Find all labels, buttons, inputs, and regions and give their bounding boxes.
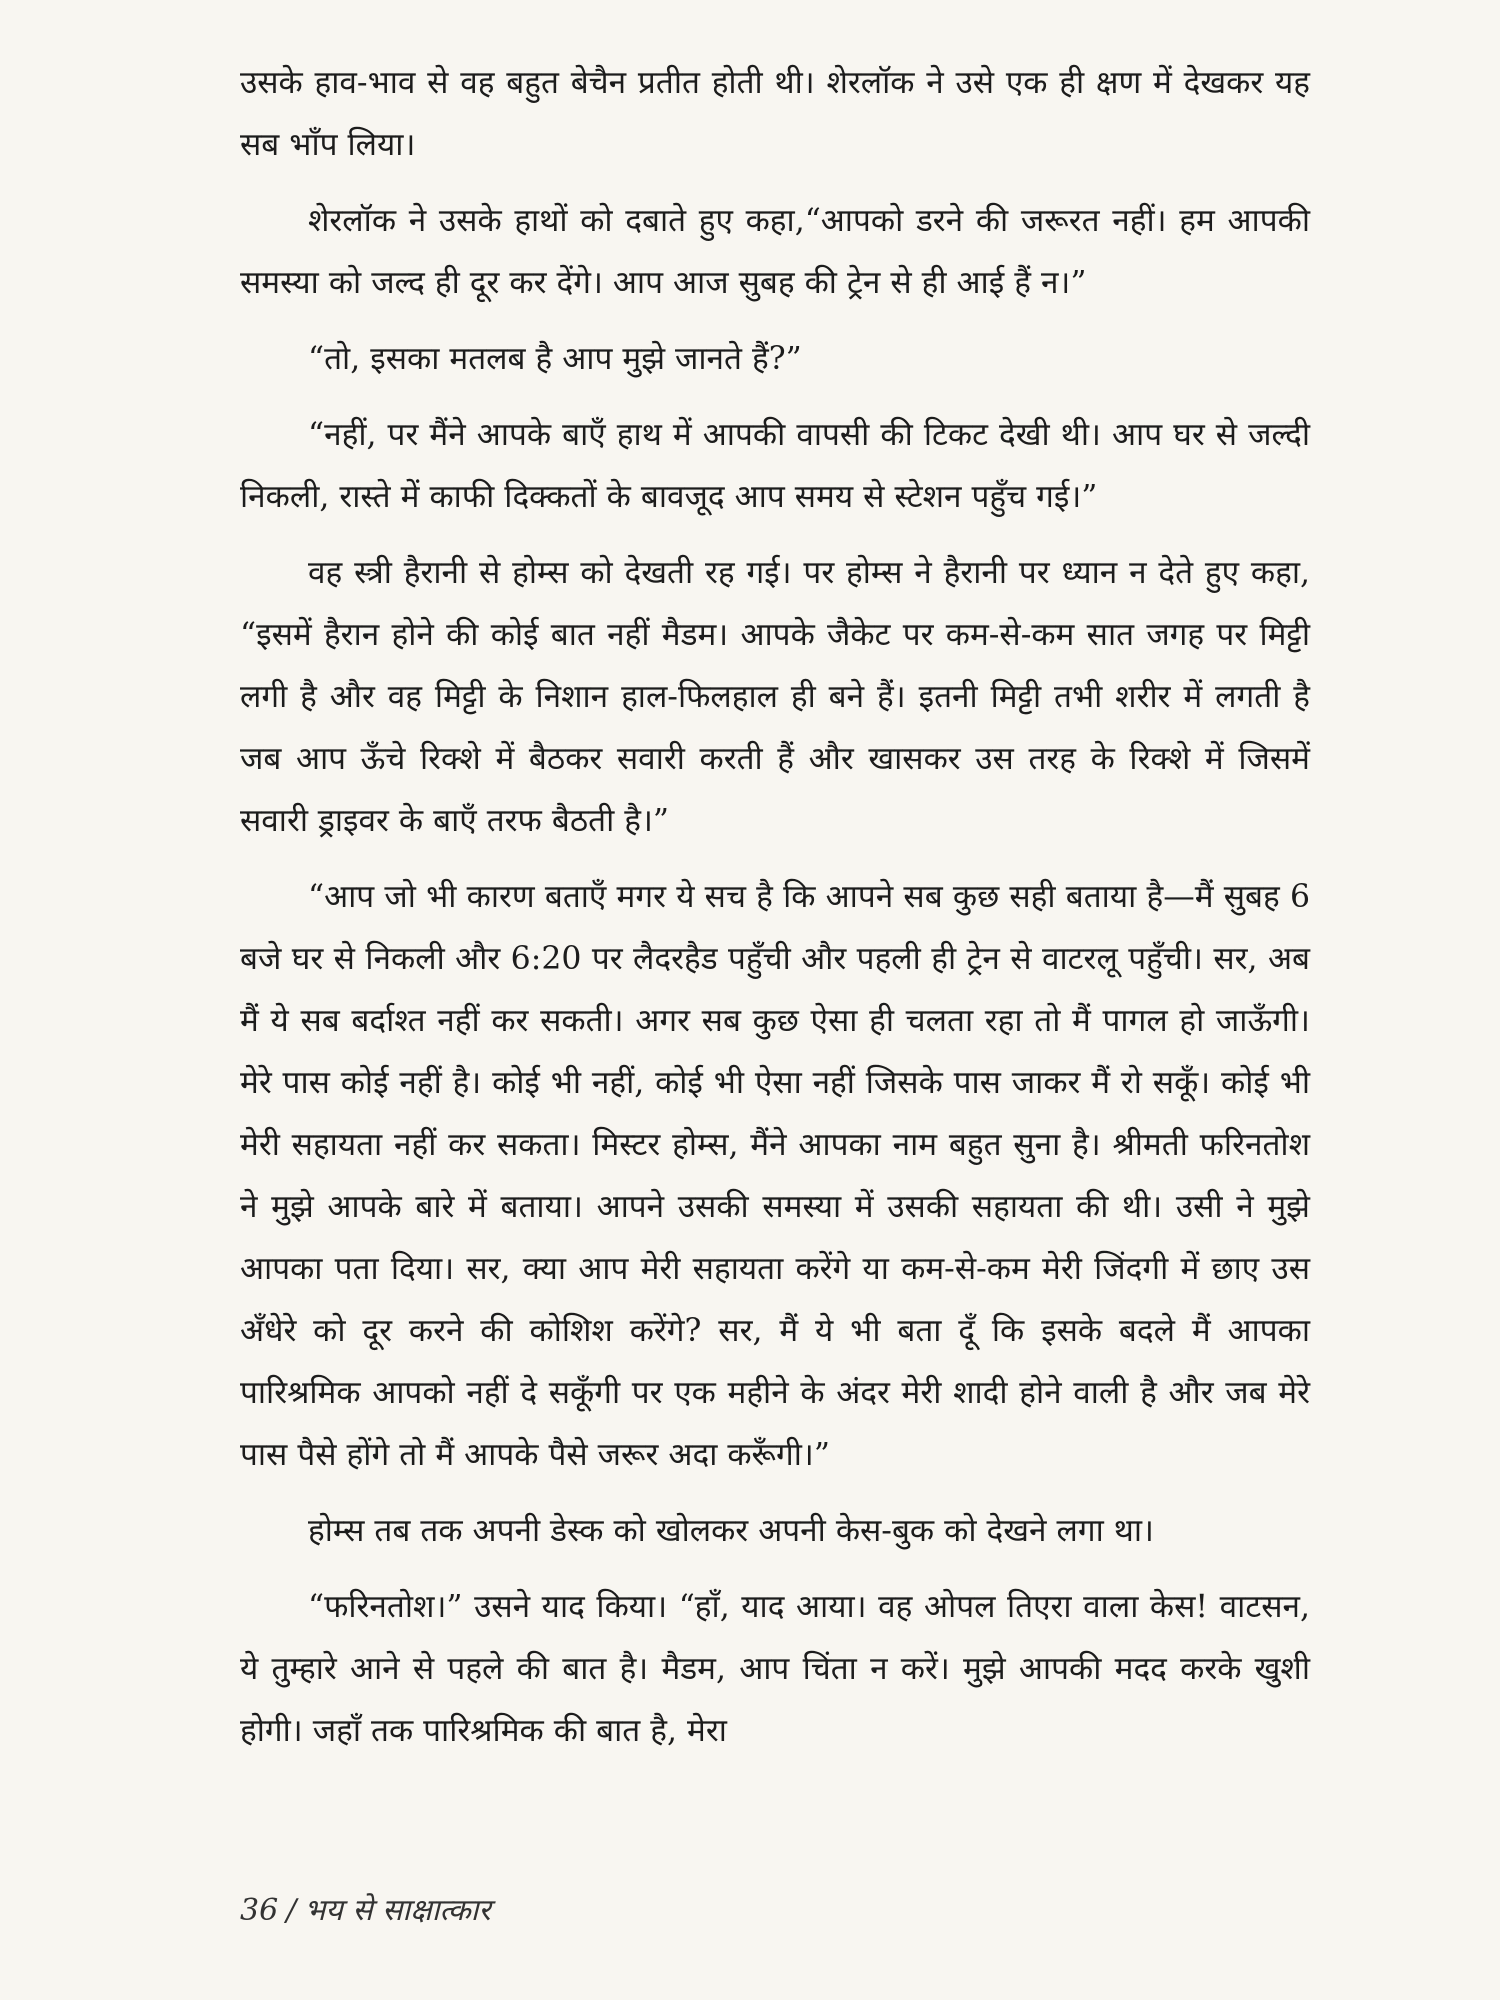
page-number: 36 [240,1893,279,1928]
paragraph: “नहीं, पर मैंने आपके बाएँ हाथ में आपकी वापसी की टिकट देखी थी। आप घर से जल्दी निकली, रास्ते में काफी दिक्कतों के बावजूद आप समय से स्टेशन पहुँच गई।” [240,417,1310,515]
paragraph: वह स्त्री हैरानी से होम्स को देखती रह गई। पर होम्स ने हैरानी पर ध्यान न देते हुए कहा, “इसमें हैरान होने की कोई बात नहीं मैडम। आपके जैकेट पर कम-से-कम सात जगह पर मिट्टी लगी है और वह मिट्टी के निशान हाल-फिलहाल ही बने हैं। इतनी मिट्टी तभी शरीर में लगती है जब आप ऊँचे रिक्शे में बैठकर सवारी करती हैं और खासकर उस तरह के रिक्शे में जिसमें सवारी ड्राइवर के बाएँ तरफ बैठती है।” [240,555,1310,839]
paragraph: उसके हाव-भाव से वह बहुत बेचैन प्रतीत होती थी। शेरलॉक ने उसे एक ही क्षण में देखकर यह सब भाँप लिया। [240,65,1310,163]
page-footer [240,1888,491,1929]
paragraph: “आप जो भी कारण बताएँ मगर ये सच है कि आपने सब कुछ सही बताया है—मैं सुबह 6 बजे घर से निकली और 6:20 पर लैदरहैड पहुँची और पहली ही ट्रेन से वाटरलू पहुँची। सर, अब मैं ये सब बर्दाश्त नहीं कर सकती। अगर सब कुछ ऐसा ही चलता रहा तो मैं पागल हो जाऊँगी। मेरे पास कोई नहीं है। कोई भी नहीं, कोई भी ऐसा नहीं जिसके पास जाकर मैं रो सकूँ। कोई भी मेरी सहायता नहीं कर सकता। मिस्टर होम्स, मैंने आपका नाम बहुत सुना है। श्रीमती फरिनतोश ने मुझे आपके बारे में बताया। आपने उसकी समस्या में उसकी सहायता की थी। उसी ने मुझे आपका पता दिया। सर, क्या आप मेरी सहायता करेंगे या कम-से-कम मेरी जिंदगी में छाए उस अँधेरे को दूर करने की कोशिश करेंगे? सर, मैं ये भी बता दूँ कि इसके बदले मैं आपका पारिश्रमिक आपको नहीं दे सकूँगी पर एक महीने के अंदर मेरी शादी होने वाली है और जब मेरे पास पैसे होंगे तो मैं आपके पैसे जरूर अदा करूँगी।” [240,879,1310,1473]
paragraph: होम्स तब तक अपनी डेस्क को खोलकर अपनी केस-बुक को देखने लगा था। [308,1513,1154,1549]
paragraph: “तो, इसका मतलब है आप मुझे जानते हैं?” [308,341,802,377]
footer-separator: / [286,1893,297,1928]
page-body [240,52,1310,1776]
paragraph: “फरिनतोश।” उसने याद किया। “हाँ, याद आया। वह ओपल तिएरा वाला केस! वाटसन, ये तुम्हारे आने से पहले की बात है। मैडम, आप चिंता न करें। मुझे आपकी मदद करके खुशी होगी। जहाँ तक पारिश्रमिक की बात है, मेरा [240,1589,1310,1749]
paragraph: शेरलॉक ने उसके हाथों को दबाते हुए कहा,“आपको डरने की जरूरत नहीं। हम आपकी समस्या को जल्द ही दूर कर देंगे। आप आज सुबह की ट्रेन से ही आई हैं न।” [240,203,1310,301]
book-title: भय से साक्षात्कार [304,1893,491,1928]
